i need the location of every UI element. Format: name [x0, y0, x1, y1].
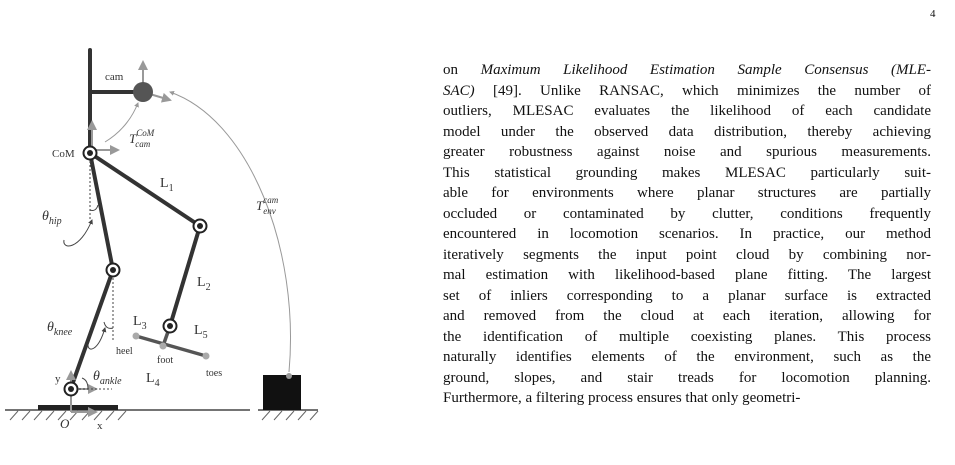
theta-ankle-label: $\theta_{ankle}$ [93, 369, 122, 387]
cam-label: cam [105, 71, 124, 83]
foot-point [160, 343, 167, 350]
l4-label: $L_4$ [146, 371, 160, 389]
text-line [443, 101, 931, 122]
origin-label: O [60, 416, 70, 431]
text-line [443, 163, 931, 184]
text-segment: occluded or contaminated by clutter, conditions frequently [443, 205, 931, 222]
text-line [443, 142, 931, 163]
text-line [443, 347, 931, 368]
text-line [443, 388, 931, 409]
text-line [443, 122, 931, 143]
text-segment: outliers, MLESAC evaluates the likelihood of each candidate [443, 103, 931, 119]
l2-label: $L_2$ [197, 275, 211, 293]
text-segment: SAC) [443, 82, 475, 99]
text-segment: Furthermore, a filtering process ensures that only geometri- [443, 390, 801, 406]
toes-label: toes [206, 368, 223, 379]
text-segment: naturally identifies elements of the environment, such as the [443, 349, 931, 365]
text-line [443, 224, 931, 245]
text-segment: greater robustness against noise and spurious measurements. [443, 144, 931, 160]
leg-kinematics-figure [0, 0, 420, 465]
text-segment: Maximum Likelihood Estimation Sample Consensus (MLE- [480, 62, 931, 78]
text-line [443, 368, 931, 389]
foot-label: foot [157, 355, 174, 366]
environment-box [263, 373, 301, 410]
camera [133, 62, 170, 102]
text-line [443, 60, 931, 81]
text-line [443, 183, 931, 204]
theta-hip-label: $\theta_{hip}$ [42, 209, 62, 227]
heel-label: heel [116, 346, 133, 357]
text-segment: encountered in locomotion scenarios. In practice, our method [443, 226, 931, 242]
text-line [443, 245, 931, 266]
com-label: CoM [52, 148, 75, 160]
text-segment: able for environments where planar structures are partially [443, 185, 931, 201]
text-line [443, 265, 931, 286]
text-segment: set of inliers corresponding to a planar surface is extracted [443, 287, 931, 304]
t-env-cam-label: $T^{cam}$ env [256, 195, 279, 216]
leg-links [71, 153, 200, 388]
text-segment: model under the observed data distribution, thereby achieving [443, 123, 931, 140]
text-segment: [49]. Unlike RANSAC, which minimizes the number of [474, 82, 931, 99]
text-segment: and removed from the cloud at each iteration, allowing for [443, 308, 931, 324]
text-segment: ground, slopes, and stair treads for locomotion planning. [443, 369, 931, 386]
page-number: 4 [930, 8, 936, 20]
l5-label: $L_5$ [194, 323, 208, 341]
text-segment: the identification of multiple coexisting planes. This process [443, 328, 931, 345]
text-line [443, 327, 931, 348]
text-line [443, 306, 931, 327]
text-segment: on [443, 62, 481, 78]
t-env-cam-arc [170, 92, 291, 372]
torso [90, 50, 134, 150]
l3-label: $L_3$ [133, 314, 147, 332]
toes-point [203, 353, 210, 360]
text-line [443, 286, 931, 307]
l1-label: $L_1$ [160, 176, 174, 194]
text-line [443, 204, 931, 225]
text-line [443, 81, 931, 102]
text-segment: This statistical grounding makes MLESAC particularly suit- [443, 164, 931, 181]
body-text [443, 60, 931, 409]
theta-knee-label: $\theta_{knee}$ [47, 320, 73, 338]
heel-point [133, 333, 140, 340]
t-cam-com-label: $T^{CoM}$ cam [129, 128, 155, 149]
text-segment: mal estimation with likelihood-based plane fitting. The largest [443, 267, 931, 283]
text-segment: iteratively segments the input point cloud by combining nor- [443, 246, 931, 263]
y-axis-label: y [55, 373, 61, 385]
x-axis-label: x [97, 420, 103, 432]
